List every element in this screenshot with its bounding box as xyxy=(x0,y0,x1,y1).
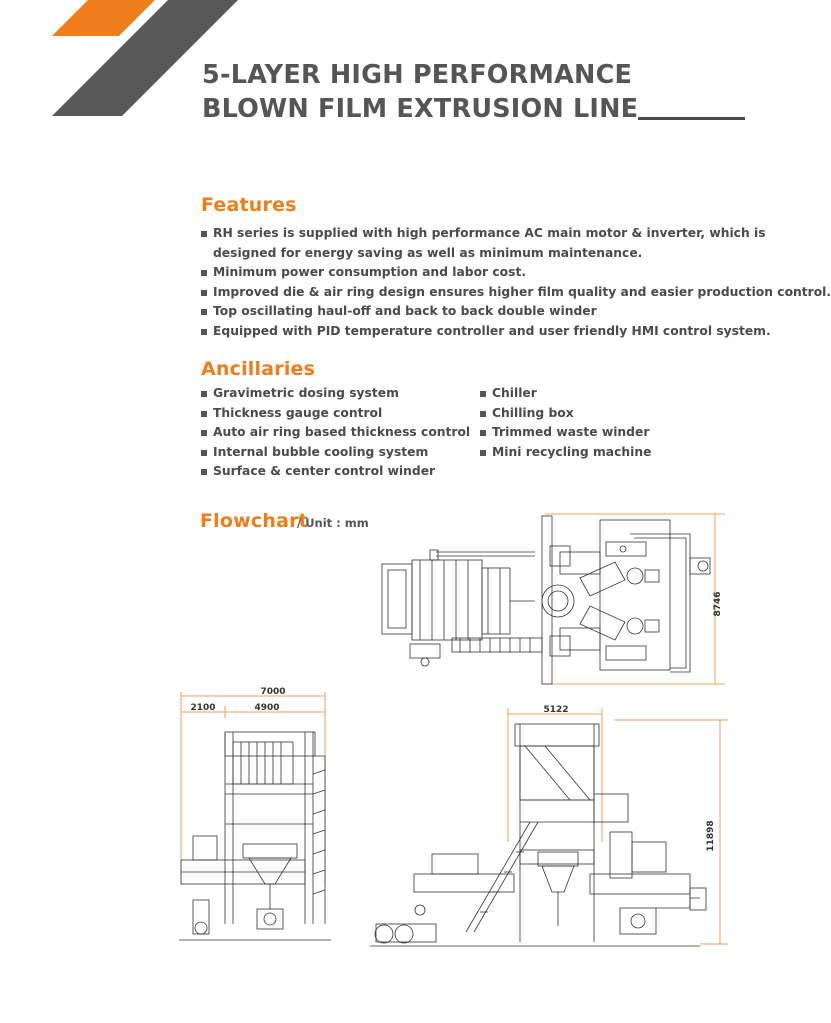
title-rule xyxy=(638,117,745,120)
ancillaries-list-left xyxy=(201,384,470,482)
ancillary-item: Thickness gauge control xyxy=(201,404,470,424)
ancillaries-list-right xyxy=(480,384,651,462)
feature-item-continued: designed for energy saving as well as minimum maintenance. xyxy=(213,245,643,260)
side-view-drawing xyxy=(370,702,740,954)
ancillary-item: Chiller xyxy=(480,384,651,404)
ancillary-item: Chilling box xyxy=(480,404,651,424)
dimension-height: 11898 xyxy=(706,820,716,852)
feature-item: Top oscillating haul-off and back to back double winder xyxy=(201,302,831,322)
features-list xyxy=(201,224,831,341)
features-heading: Features xyxy=(201,194,297,216)
feature-item: RH series is supplied with high performance AC main motor & inverter, which is xyxy=(201,224,831,244)
dimension-top-height: 8746 xyxy=(713,591,723,617)
feature-item: Equipped with PID temperature controller and user friendly HMI control system. xyxy=(201,322,831,342)
plan-view-drawing xyxy=(370,512,745,690)
front-view-drawing xyxy=(175,684,335,954)
dimension-side-width: 5122 xyxy=(543,705,569,715)
dimension-total-width: 7000 xyxy=(260,687,286,697)
flowchart-heading: Flowchart xyxy=(200,510,308,532)
dimension-left-offset: 2100 xyxy=(190,703,216,713)
ancillary-item: Surface & center control winder xyxy=(201,462,470,482)
page-title-line2: BLOWN FILM EXTRUSION LINE xyxy=(202,94,639,124)
ancillary-item: Gravimetric dosing system xyxy=(201,384,470,404)
ancillaries-heading: Ancillaries xyxy=(201,358,316,380)
ancillary-item: Auto air ring based thickness control xyxy=(201,423,470,443)
page-title-line1: 5-LAYER HIGH PERFORMANCE xyxy=(202,60,633,90)
dimension-inner-width: 4900 xyxy=(254,703,280,713)
feature-item: Improved die & air ring design ensures higher film quality and easier production control. xyxy=(201,283,831,303)
ancillary-item: Internal bubble cooling system xyxy=(201,443,470,463)
feature-item: Minimum power consumption and labor cost. xyxy=(201,263,831,283)
flowchart-unit-note: / Unit : mm xyxy=(297,516,369,530)
ancillary-item: Mini recycling machine xyxy=(480,443,651,463)
ancillary-item: Trimmed waste winder xyxy=(480,423,651,443)
